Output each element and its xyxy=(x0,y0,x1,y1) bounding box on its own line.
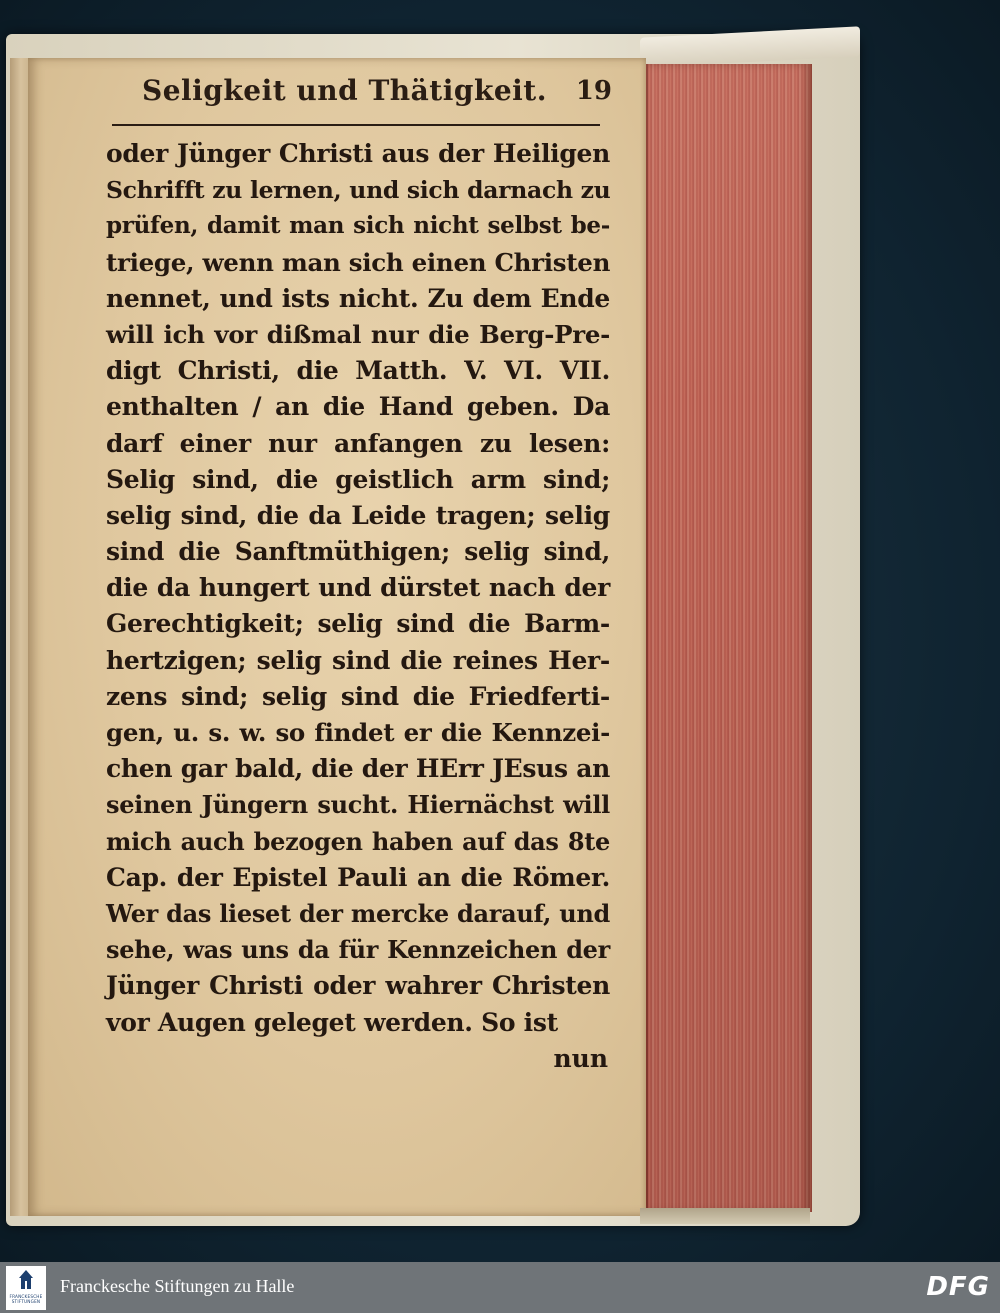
text-line: hertzigen; selig sind die reines Her- xyxy=(106,645,610,675)
logo-text: FRANCKESCHE STIFTUNGEN xyxy=(9,1294,43,1304)
text-line: oder Jünger Christi aus der Heiligen xyxy=(106,139,610,168)
text-line: Jünger Christi oder wahrer Christen xyxy=(106,971,610,1001)
previous-page-edge xyxy=(10,58,29,1216)
header-rule xyxy=(112,124,600,126)
text-line: digt Christi, die Matth. V. VI. VII. xyxy=(106,356,610,386)
text-line: Selig sind, die geistlich arm sind; xyxy=(106,464,610,494)
running-title: Seligkeit und Thätigkeit. xyxy=(142,74,547,107)
text-line: darf einer nur anfangen zu lesen: xyxy=(106,428,610,458)
text-line: mich auch bezogen haben auf das 8te xyxy=(106,826,610,856)
text-line: will ich vor dißmal nur die Berg-Pre- xyxy=(106,319,610,349)
text-line: prüfen, damit man sich nicht selbst be- xyxy=(106,212,610,240)
footer-bar xyxy=(0,1262,1000,1313)
text-line: enthalten / an die Hand geben. Da xyxy=(106,392,610,422)
text-line: seinen Jüngern sucht. Hiernächst will xyxy=(106,790,610,820)
running-head xyxy=(142,74,612,114)
text-line: Schrifft zu lernen, und sich darnach zu xyxy=(106,176,611,205)
text-line: chen gar bald, die der HErr JEsus an xyxy=(106,754,610,784)
text-line: Gerechtigkeit; selig sind die Barm- xyxy=(106,609,610,639)
institution-logo[interactable] xyxy=(6,1266,46,1310)
page-number: 19 xyxy=(575,76,612,106)
institution-name[interactable]: Franckesche Stiftungen zu Halle xyxy=(60,1276,295,1296)
cover-bottom xyxy=(640,1208,810,1224)
text-line: Cap. der Epistel Pauli an die Römer. xyxy=(106,862,610,892)
text-line: die da hungert und dürstet nach der xyxy=(106,573,610,603)
text-line: Wer das lieset der mercke darauf, und xyxy=(106,898,610,928)
text-line: sind die Sanftmüthigen; selig sind, xyxy=(106,537,610,567)
text-line: nennet, und ists nicht. Zu dem Ende xyxy=(106,283,610,313)
text-line: gen, u. s. w. so findet er die Kennzei- xyxy=(106,718,610,747)
text-line: triege, wenn man sich einen Christen xyxy=(106,247,611,277)
catchword: nun xyxy=(553,1043,608,1073)
body-text xyxy=(106,136,610,1077)
page-edges-shade xyxy=(646,64,810,1212)
building-icon xyxy=(19,1269,33,1289)
text-line: sehe, was uns da für Kennzeichen der xyxy=(106,935,610,965)
text-line: selig sind, die da Leide tragen; selig xyxy=(106,500,610,530)
text-line: zens sind; selig sind die Friedferti- xyxy=(106,681,610,711)
dfg-logo[interactable]: DFG xyxy=(926,1272,990,1302)
text-line: vor Augen geleget werden. So ist xyxy=(106,1007,558,1037)
